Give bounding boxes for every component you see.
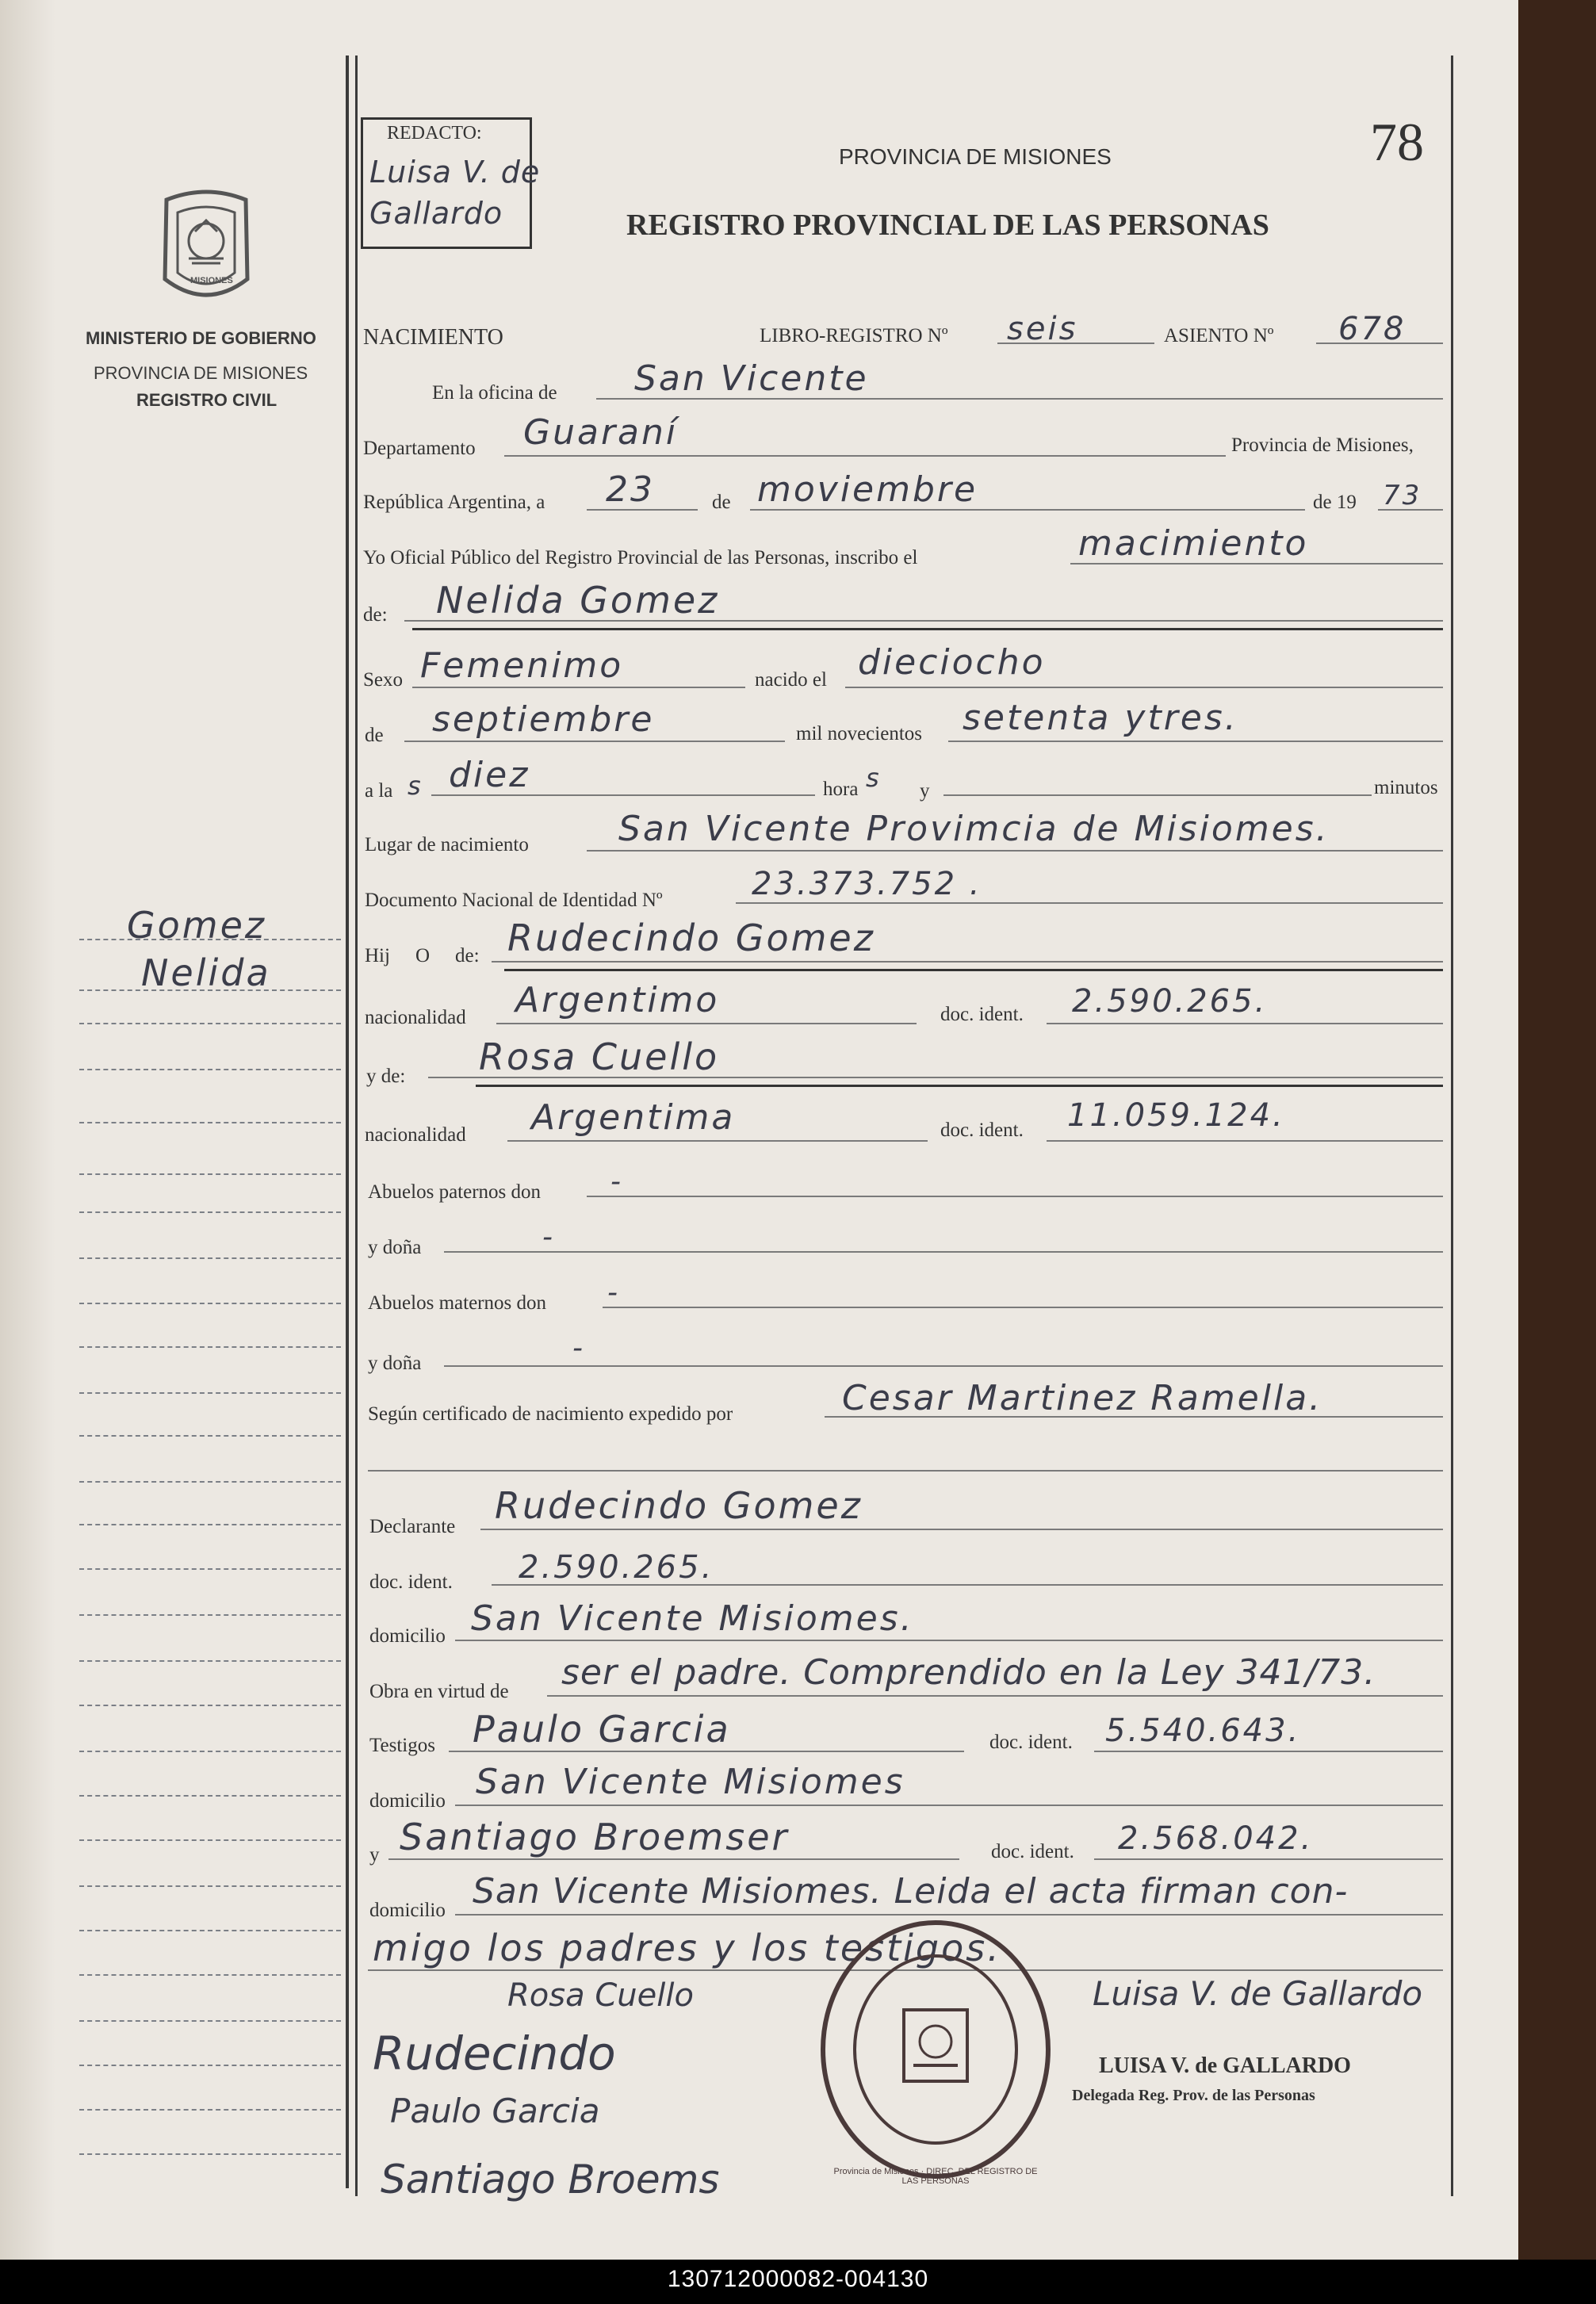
testigo2-name: Santiago Broemser xyxy=(400,1816,790,1858)
abuelos-paternos-line xyxy=(587,1196,1443,1197)
y2-label: y xyxy=(369,1844,380,1866)
y-label: y xyxy=(920,780,930,802)
mother-doc-label: doc. ident. xyxy=(940,1119,1024,1141)
birth-month-value: septiembre xyxy=(432,699,655,740)
year-line xyxy=(1378,509,1443,511)
testigo1-domicilio-value: San Vicente Misiomes xyxy=(476,1762,905,1802)
de-label: de xyxy=(712,492,731,513)
sexo-label: Sexo xyxy=(363,669,403,691)
image-id: 130712000082-004130 xyxy=(667,2266,929,2292)
margin-given-name: Nelida xyxy=(141,951,271,994)
mother-nationality-line xyxy=(507,1140,928,1142)
stub-line xyxy=(79,1069,341,1070)
mother-underline xyxy=(476,1085,1443,1087)
father-name: Rudecindo Gomez xyxy=(507,917,875,959)
ala-label: a la xyxy=(365,780,393,802)
obra-value: ser el padre. Comprendido en la Ley 341/73. xyxy=(561,1652,1376,1693)
redacto-name-line1: Luisa V. de xyxy=(369,155,541,189)
declarante-domicilio-value: San Vicente Misiomes. xyxy=(471,1598,914,1639)
hour-line xyxy=(431,794,815,796)
de-colon-label: de: xyxy=(363,604,388,626)
declarante-domicilio-line xyxy=(455,1640,1443,1641)
oficina-label: En la oficina de xyxy=(432,382,557,404)
inscribo-line xyxy=(1070,563,1443,565)
stamp-text: Provincia de Misiones · DIREC. DEL REGISTRO DE LAS PERSONAS xyxy=(833,2167,1038,2186)
dni-line xyxy=(736,902,1443,904)
oficina-line xyxy=(596,398,1443,400)
closing-text: migo los padres y los testigos. xyxy=(373,1927,1001,1969)
testigo2-domicilio-value: San Vicente Misiomes. Leida el acta firman con- xyxy=(473,1871,1349,1912)
mother-doc-line xyxy=(1047,1140,1443,1142)
redacto-label: REDACTO: xyxy=(387,123,482,144)
testigo2-doc-value: 2.568.042. xyxy=(1118,1820,1314,1857)
testigo1-domicilio-label: domicilio xyxy=(369,1790,446,1812)
abuela-paterna-value: - xyxy=(542,1221,555,1253)
father-doc-value: 2.590.265. xyxy=(1072,983,1268,1020)
testigo2-line xyxy=(388,1858,959,1860)
horas-label: hora xyxy=(823,779,859,800)
abuelos-maternos-value: - xyxy=(607,1276,620,1309)
lugar-label: Lugar de nacimiento xyxy=(365,834,529,855)
minutes-line xyxy=(943,794,1372,796)
testigo2-doc-line xyxy=(1094,1858,1443,1860)
nacido-value: dieciocho xyxy=(858,642,1046,683)
abuela-materna-value: - xyxy=(572,1332,585,1364)
lugar-line xyxy=(587,850,1443,852)
stub-line xyxy=(79,1614,341,1616)
hour-value: diez xyxy=(449,755,530,795)
father-nationality-label: nacionalidad xyxy=(365,1007,466,1028)
declarante-value: Rudecindo Gomez xyxy=(495,1484,863,1527)
father-nationality-value: Argentimo xyxy=(515,980,720,1020)
departamento-line xyxy=(504,455,1226,457)
name-underline xyxy=(412,628,1443,630)
abuelos-maternos-label: Abuelos maternos don xyxy=(368,1292,546,1314)
province-heading: PROVINCIA DE MISIONES xyxy=(839,144,1112,169)
asiento-label: ASIENTO Nº xyxy=(1164,325,1274,346)
stub-line xyxy=(79,1211,341,1213)
declarante-label: Declarante xyxy=(369,1516,456,1537)
stub-line xyxy=(79,1839,341,1841)
officer-name: LUISA V. de GALLARDO xyxy=(1099,2053,1351,2078)
declarante-doc-value: 2.590.265. xyxy=(519,1549,714,1586)
stub-line xyxy=(79,1023,341,1024)
testigo1-domicilio-line xyxy=(455,1805,1443,1806)
oficina-value: San Vicente xyxy=(634,358,869,399)
stub-line xyxy=(79,2109,341,2111)
libro-value: seis xyxy=(1007,311,1078,347)
libro-line xyxy=(997,343,1154,344)
certificado-extra-line xyxy=(368,1470,1443,1472)
day-line xyxy=(587,509,698,511)
official-stamp xyxy=(817,1915,1054,2184)
birth-year-value: setenta ytres. xyxy=(963,698,1238,738)
testigo1-line xyxy=(449,1751,964,1752)
redacto-name-line2: Gallardo xyxy=(369,196,503,231)
stub-line xyxy=(79,1974,341,1976)
seal-text: MISIONES xyxy=(190,276,233,285)
libro-label: LIBRO-REGISTRO Nº xyxy=(760,325,948,346)
minutos-label: minutos xyxy=(1374,777,1438,798)
stub-line xyxy=(79,1435,341,1437)
republica-label: República Argentina, a xyxy=(363,492,545,513)
mother-name: Rosa Cuello xyxy=(479,1035,720,1078)
abuela-paterna-label: y doña xyxy=(368,1237,422,1258)
yde-label: y de: xyxy=(366,1066,406,1087)
stub-line xyxy=(79,1930,341,1931)
mother-line xyxy=(428,1077,1443,1078)
asiento-line xyxy=(1316,343,1443,344)
ala-s: s xyxy=(408,771,423,801)
registry-heading: REGISTRO PROVINCIAL DE LAS PERSONAS xyxy=(626,209,1269,242)
testigo1-name: Paulo Garcia xyxy=(473,1708,731,1751)
asiento-value: 678 xyxy=(1338,311,1407,347)
declarante-line xyxy=(480,1529,1443,1530)
form-left-border xyxy=(355,55,358,2196)
inscribo-value: macimiento xyxy=(1078,523,1309,564)
abuela-materna-label: y doña xyxy=(368,1353,422,1374)
year-suffix-value: 73 xyxy=(1383,480,1422,511)
stub-line xyxy=(79,1173,341,1175)
stub-line xyxy=(79,1705,341,1706)
signature-rudecindo: Rudecindo xyxy=(373,2027,616,2080)
hijo-de: de: xyxy=(455,945,480,966)
stub-line xyxy=(79,1346,341,1348)
stub-line xyxy=(79,1524,341,1525)
horas-s: s xyxy=(866,763,882,793)
act-type: NACIMIENTO xyxy=(363,325,503,350)
stub-line xyxy=(79,1885,341,1887)
month-value: moviembre xyxy=(757,469,978,510)
departamento-label: Departamento xyxy=(363,438,476,459)
mother-doc-value: 11.059.124. xyxy=(1067,1097,1285,1134)
declarante-doc-line xyxy=(492,1584,1443,1586)
name-line xyxy=(404,620,1443,622)
redacto-box xyxy=(361,117,541,249)
testigo1-doc-label: doc. ident. xyxy=(989,1732,1073,1753)
civil-registry-label: REGISTRO CIVIL xyxy=(136,390,277,410)
stub-line xyxy=(79,1303,341,1304)
testigos-label: Testigos xyxy=(369,1735,435,1756)
month-line xyxy=(750,509,1305,511)
father-nationality-line xyxy=(496,1023,917,1024)
lugar-value: San Vicente Provimcia de Misiomes. xyxy=(618,809,1330,849)
ministry-label: MINISTERIO DE GOBIERNO xyxy=(86,328,316,348)
testigo2-doc-label: doc. ident. xyxy=(991,1841,1074,1862)
abuelos-paternos-label: Abuelos paternos don xyxy=(368,1181,542,1203)
year-prefix-label: de 19 xyxy=(1313,492,1357,513)
stub-line xyxy=(79,1257,341,1259)
mother-nationality-value: Argentima xyxy=(531,1097,736,1138)
stub-divider xyxy=(346,55,349,2188)
page-number: 78 xyxy=(1370,112,1424,172)
abuela-materna-line xyxy=(444,1365,1443,1367)
ministry-province-label: PROVINCIA DE MISIONES xyxy=(94,363,308,383)
birth-month-line xyxy=(404,741,785,742)
testigo2-domicilio-label: domicilio xyxy=(369,1900,446,1921)
sexo-line xyxy=(412,687,745,688)
testigo1-doc-line xyxy=(1094,1751,1443,1752)
binding-shadow xyxy=(0,0,55,2260)
nacido-line xyxy=(845,687,1443,688)
abuelos-maternos-line xyxy=(603,1307,1443,1308)
stub-line xyxy=(79,1481,341,1483)
obra-line xyxy=(547,1695,1443,1697)
signature-luisa: Luisa V. de Gallardo xyxy=(1093,1974,1423,2013)
de2-label: de xyxy=(365,725,384,746)
father-underline xyxy=(504,969,1443,971)
birth-year-line xyxy=(948,741,1443,742)
dni-label: Documento Nacional de Identidad Nº xyxy=(365,890,663,911)
provincial-seal-icon xyxy=(151,184,262,307)
nacido-label: nacido el xyxy=(755,669,827,691)
mil-label: mil novecientos xyxy=(796,723,922,744)
hijo-label: Hij xyxy=(365,945,390,966)
margin-surname: Gomez xyxy=(127,904,267,947)
father-line xyxy=(492,961,1443,963)
signature-santiago: Santiago Broems xyxy=(381,2157,720,2203)
father-doc-line xyxy=(1047,1023,1443,1024)
abuela-paterna-line xyxy=(444,1251,1443,1253)
stub-line xyxy=(79,1392,341,1394)
officer-title: Delegada Reg. Prov. de las Personas xyxy=(1072,2087,1315,2104)
dni-value: 23.373.752 . xyxy=(752,866,982,902)
stub-line xyxy=(79,1660,341,1662)
stub-line xyxy=(79,2020,341,2022)
departamento-value: Guaraní xyxy=(523,412,679,453)
hijo-o: O xyxy=(415,945,431,966)
stub-line xyxy=(79,2153,341,2155)
testigo1-doc-value: 5.540.643. xyxy=(1105,1713,1301,1749)
registered-name: Nelida Gomez xyxy=(436,579,720,622)
stub-line xyxy=(79,1751,341,1752)
day-value: 23 xyxy=(606,469,655,510)
abuelos-paternos-value: - xyxy=(610,1165,623,1198)
certificado-line xyxy=(825,1416,1443,1418)
stub-line xyxy=(79,1122,341,1123)
form-right-border xyxy=(1451,55,1453,2196)
declarante-doc-label: doc. ident. xyxy=(369,1571,453,1593)
oficial-text: Yo Oficial Público del Registro Provincial de las Personas, inscribo el xyxy=(363,547,918,568)
stub-line xyxy=(79,2065,341,2066)
stub-line xyxy=(79,1795,341,1797)
father-doc-label: doc. ident. xyxy=(940,1004,1024,1025)
signature-paulo: Paulo Garcia xyxy=(390,2092,600,2130)
certificado-label: Según certificado de nacimiento expedido por xyxy=(368,1403,733,1425)
certificado-value: Cesar Martinez Ramella. xyxy=(842,1378,1323,1418)
obra-label: Obra en virtud de xyxy=(369,1681,509,1702)
provincia-suffix: Provincia de Misiones, xyxy=(1231,434,1414,456)
sexo-value: Femenimo xyxy=(420,645,624,686)
signature-rosa: Rosa Cuello xyxy=(507,1977,694,2014)
stub-line xyxy=(79,1568,341,1570)
declarante-domicilio-label: domicilio xyxy=(369,1625,446,1647)
mother-nationality-label: nacionalidad xyxy=(365,1124,466,1146)
